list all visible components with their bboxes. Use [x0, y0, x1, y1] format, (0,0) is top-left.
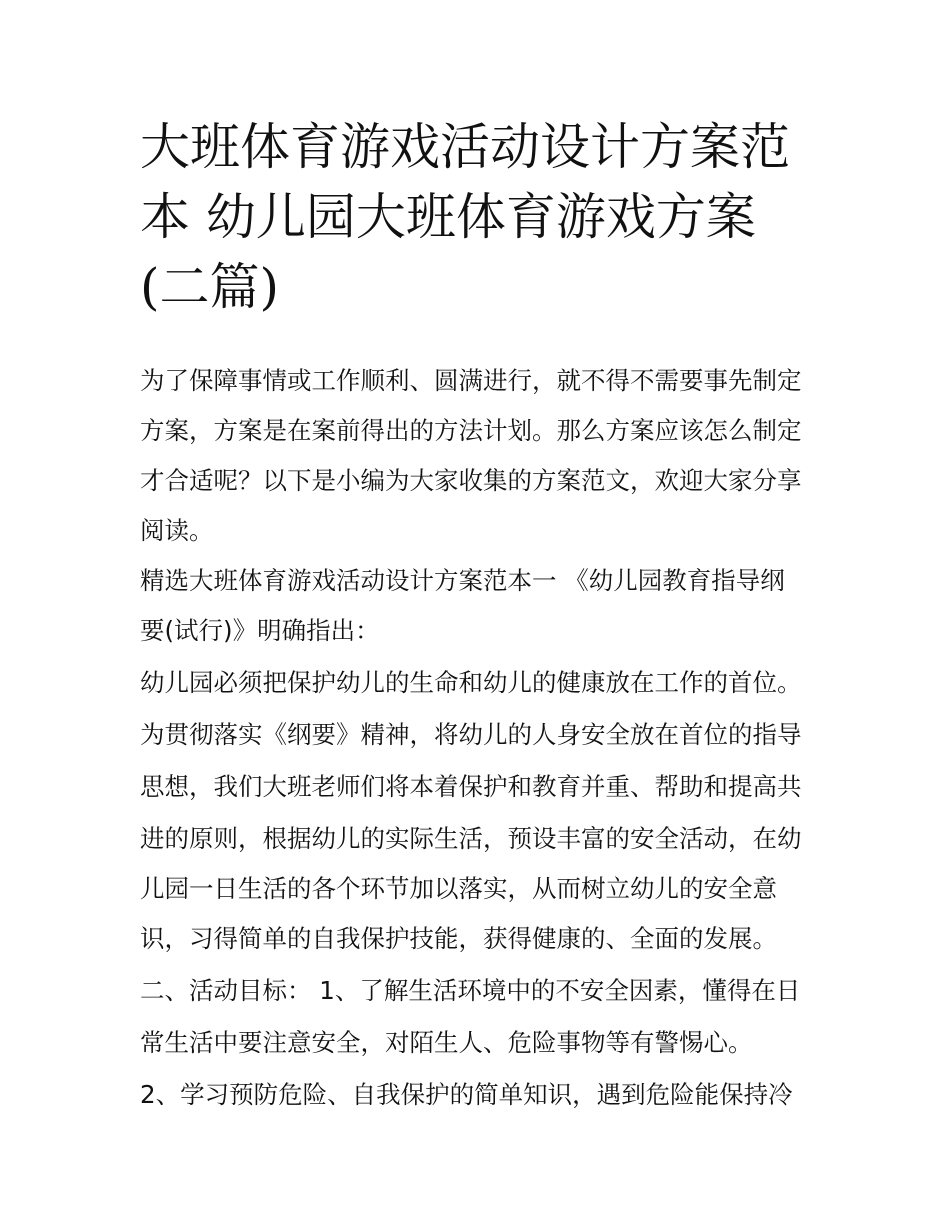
paragraph-line: 常生活中要注意安全，对陌生人、危险事物等有警惕心。: [140, 1028, 753, 1057]
paragraph-line: 为贯彻落实《纲要》精神，将幼儿的人身安全放在首位的指导: [140, 720, 802, 749]
document-title: [140, 112, 820, 322]
paragraph-line: 思想，我们大班老师们将本着保护和教育并重、帮助和提高共: [140, 772, 802, 801]
paragraph-line: 为了保障事情或工作顺利、圆满进行，就不得不需要事先制定: [140, 366, 802, 395]
paragraph-line: 要(试行)》明确指出：: [140, 616, 380, 645]
paragraph-line: 方案，方案是在案前得出的方法计划。那么方案应该怎么制定: [140, 416, 802, 445]
title-line: 大班体育游戏活动设计方案范: [140, 118, 790, 176]
paragraph-line: 幼儿园必须把保护幼儿的生命和幼儿的健康放在工作的首位。: [140, 668, 802, 697]
paragraph-line: 识，习得简单的自我保护技能，获得健康的、全面的发展。: [140, 924, 777, 953]
title-line: 本 幼儿园大班体育游戏方案: [140, 188, 756, 246]
paragraph-line: 2、学习预防危险、自我保护的简单知识，遇到危险能保持冷: [140, 1080, 793, 1109]
paragraph-line: 二、活动目标： 1、了解生活环境中的不安全因素，懂得在日: [140, 976, 801, 1005]
title-line: (二篇): [140, 258, 280, 316]
paragraph-line: 阅读。: [140, 516, 214, 545]
paragraph-line: 儿园一日生活的各个环节加以落实，从而树立幼儿的安全意: [140, 874, 777, 903]
paragraph-line: 精选大班体育游戏活动设计方案范本一 《幼儿园教育指导纲: [140, 566, 785, 595]
paragraph-line: 才合适呢？以下是小编为大家收集的方案范文，欢迎大家分享: [140, 466, 802, 495]
paragraph-line: 进的原则，根据幼儿的实际生活，预设丰富的安全活动，在幼: [140, 824, 802, 853]
